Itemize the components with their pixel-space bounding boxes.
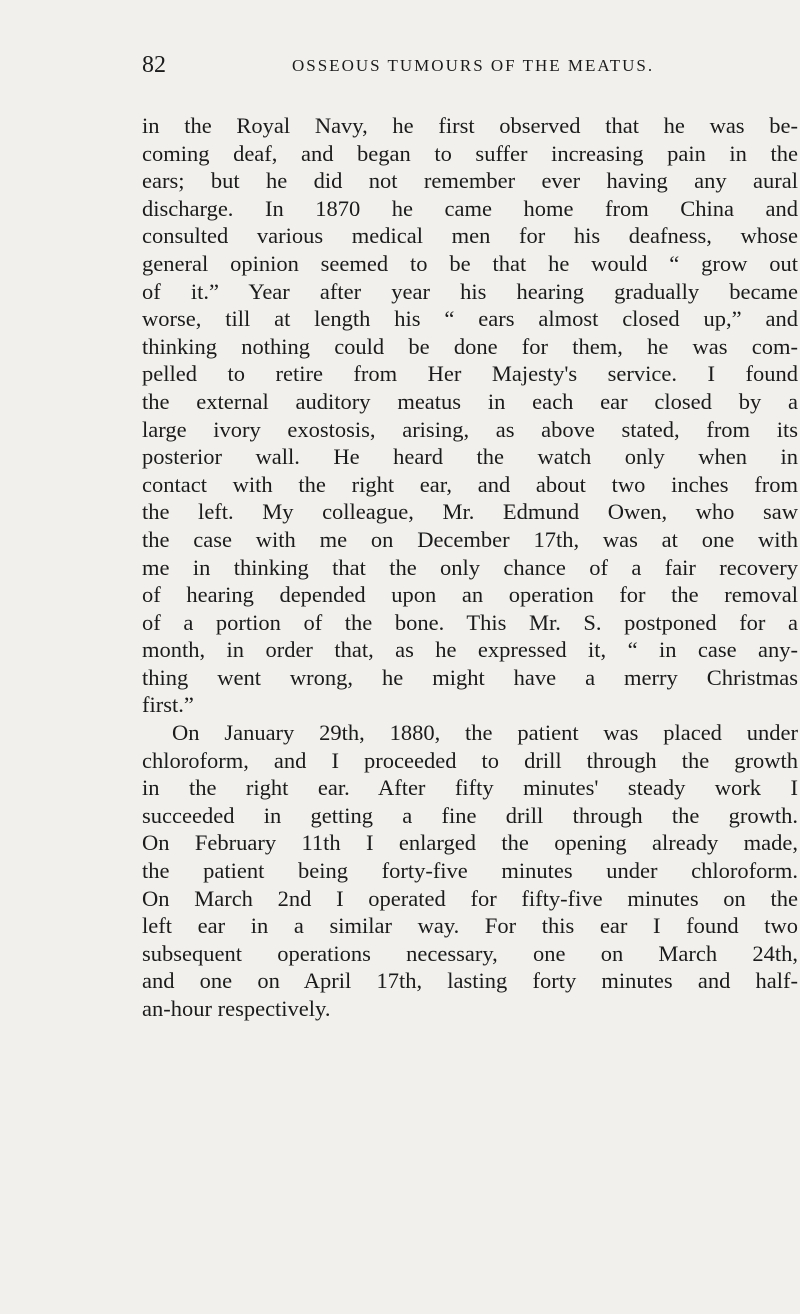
text-line: month, in order that, as he expressed it, “ in case any- [142, 637, 798, 663]
text-line: the patient being forty-five minutes under chloroform. [142, 858, 798, 884]
page-number: 82 [142, 52, 166, 78]
text-line: succeeded in getting a fine drill through the growth. [142, 802, 798, 828]
text-line: an-hour respectively. [142, 996, 331, 1021]
text-line: thing went wrong, he might have a merry Christmas [142, 664, 798, 690]
text-line: of hearing depended upon an operation for the removal [142, 582, 798, 608]
text-line: and one on April 17th, lasting forty minutes and half- [142, 968, 798, 994]
text-line: the case with me on December 17th, was at one with [142, 526, 798, 552]
text-line: in the Royal Navy, he first observed that he was be- [142, 113, 798, 138]
text-line: the left. My colleague, Mr. Edmund Owen, who saw [142, 499, 798, 525]
text-line: worse, till at length his “ ears almost closed up,” and [142, 306, 798, 332]
text-line: the external auditory meatus in each ear closed by a [142, 388, 798, 414]
text-line: discharge. In 1870 he came home from China and [142, 195, 798, 221]
body-text [142, 112, 798, 1023]
text-line: coming deaf, and began to suffer increasing pain in the [142, 140, 798, 166]
text-line: On March 2nd I operated for fifty-five minutes on the [142, 885, 798, 911]
text-line: posterior wall. He heard the watch only when in [142, 444, 798, 470]
text-line: contact with the right ear, and about two inches from [142, 471, 798, 497]
text-line: ears; but he did not remember ever having any aural [142, 168, 798, 194]
running-title: OSSEOUS TUMOURS OF THE MEATUS. [292, 56, 655, 75]
text-line: thinking nothing could be done for them, he was com- [142, 333, 798, 359]
page-header [142, 52, 742, 82]
text-line: On February 11th I enlarged the opening already made, [142, 830, 798, 856]
text-line: of a portion of the bone. This Mr. S. postponed for a [142, 609, 798, 635]
text-line: me in thinking that the only chance of a fair recovery [142, 554, 798, 580]
text-line: On January 29th, 1880, the patient was placed under [172, 720, 798, 746]
text-line: chloroform, and I proceeded to drill through the growth [142, 747, 798, 773]
text-line: of it.” Year after year his hearing gradually became [142, 278, 798, 304]
text-line: general opinion seemed to be that he would “ grow out [142, 250, 798, 276]
text-line: consulted various medical men for his deafness, whose [142, 223, 798, 249]
text-line: large ivory exostosis, arising, as above stated, from its [142, 416, 798, 442]
text-line: in the right ear. After fifty minutes' steady work I [142, 775, 798, 801]
text-line: pelled to retire from Her Majesty's service. I found [142, 361, 798, 387]
text-line: subsequent operations necessary, one on March 24th, [142, 940, 798, 966]
text-line: first.” [142, 692, 194, 718]
text-line: left ear in a similar way. For this ear I found two [142, 913, 798, 939]
